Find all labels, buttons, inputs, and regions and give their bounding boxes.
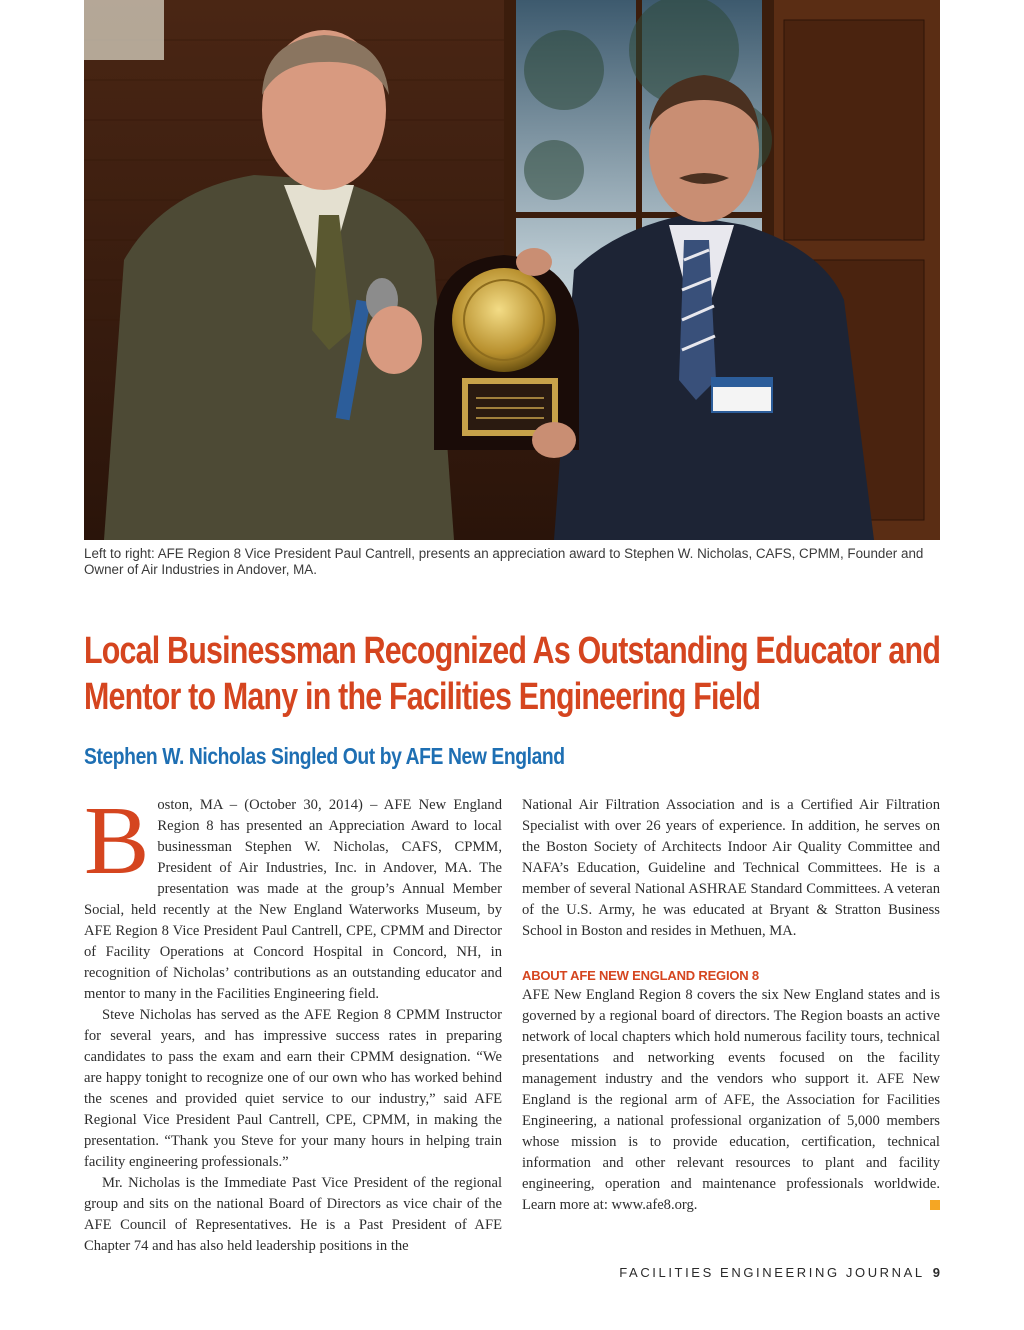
journal-name: FACILITIES ENGINEERING JOURNAL xyxy=(619,1265,925,1280)
paragraph-past-vp: Mr. Nicholas is the Immediate Past Vice President of the regional group and sits on the national Board of Directors as vice chair of the AFE Council of Representatives. He is a Past President of AFE Chapter 74 and has also held leadership positions in the xyxy=(84,1175,502,1254)
paragraph-intro xyxy=(84,787,502,1005)
paragraph-intro-text: oston, MA – (October 30, 2014) – AFE New England Region 8 has presented an Appreciation Award to local businessman Stephen W. Nicholas, CAFS, CPMM, President of Air Industries, Inc. in Andover, MA. The presentation was made at the group’s Annual Member Social, held recently at the New England Waterworks Museum, by AFE Region 8 Vice President Paul Cantrell, CPE, CPMM and Director of Facility Operations at Concord Hospital in Concord, NH, in recognition of Nicholas’ contributions as an outstanding educator and mentor to many in the Facilities Engineering field. xyxy=(84,797,502,1002)
paragraph-about xyxy=(522,985,940,1216)
paragraph-instructor: Steve Nicholas has served as the AFE Region 8 CPMM Instructor for several years, and has impressive success rates in preparing candidates to pass the exam and earn their CPMM designation. “We are happy tonight to recognize one of our own who has worked behind the scenes and provided quiet service to our industry,” said AFE Regional Vice President Paul Cantrell, CPE, CPMM, in making the presentation. “Thank you Steve for your many hours in helping train facility engineering professionals.” xyxy=(84,1007,502,1170)
photo-caption: Left to right: AFE Region 8 Vice President Paul Cantrell, presents an appreciation award to Stephen W. Nicholas, CAFS, CPMM, Founder and Owner of Air Industries in Andover, MA. xyxy=(84,546,924,577)
paragraph-about-text: AFE New England Region 8 covers the six New England states and is governed by a regional board of directors. The Region boasts an active network of local chapters which hold numerous facility tours, technical presentations and networking events focused on the facility management industry and the vendors who support it. AFE New England is the regional arm of AFE, the Association for Facilities Engineering, a national professional organization of 5,000 members whose mission is to provide education, certification, technical information and other relevant resources to plant and facility engineering, operation and maintenance professionals worldwide. Learn more at: www.afe8.org. xyxy=(522,987,940,1213)
award-photo-illustration xyxy=(84,0,940,540)
article-headline: Local Businessman Recognized As Outstanding Educator and Mentor to Many in the Facilities Engineering Field xyxy=(84,630,941,718)
page-footer xyxy=(619,1265,940,1280)
article-column-right xyxy=(522,795,940,1216)
article-subhead: Stephen W. Nicholas Singled Out by AFE New England xyxy=(84,743,565,769)
award-photo xyxy=(84,0,940,540)
paragraph-nafa: National Air Filtration Association and is a Certified Air Filtration Specialist with over 26 years of experience. In addition, he serves on the Boston Society of Architects Indoor Air Quality Committee and NAFA’s Education, Guideline and Technical Committees. He is a member of several National ASHRAE Standard Committees. A veteran of the U.S. Army, he was educated at Bryant & Stratton Business School in Boston and resides in Methuen, MA. xyxy=(522,797,940,939)
article-column-left xyxy=(84,787,502,1257)
end-of-article-mark xyxy=(930,1200,940,1210)
page-number: 9 xyxy=(932,1265,940,1280)
about-heading: ABOUT AFE NEW ENGLAND REGION 8 xyxy=(522,968,759,983)
drop-cap: B xyxy=(84,787,150,895)
